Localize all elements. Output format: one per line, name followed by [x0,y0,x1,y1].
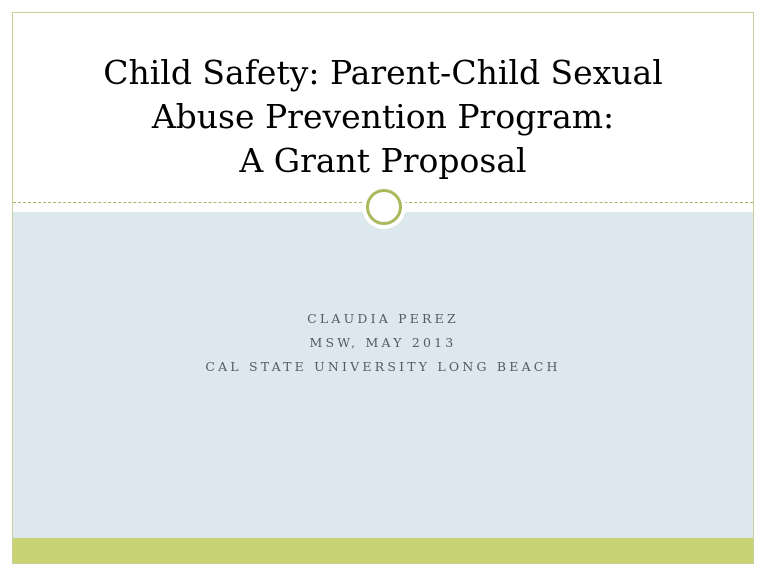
author-name: CLAUDIA PEREZ [307,311,459,326]
slide-subtitle [13,307,753,379]
degree-date: MSW, MAY 2013 [309,335,457,350]
ring-icon [362,185,406,229]
title-line-1: Child Safety: Parent-Child Sexual [103,53,663,92]
bottom-accent-bar [13,538,753,564]
university-name: CAL STATE UNIVERSITY LONG BEACH [205,359,561,374]
title-area [13,13,753,203]
title-line-2: Abuse Prevention Program: [151,97,615,136]
title-line-3: A Grant Proposal [239,141,527,180]
ring-inner [366,189,402,225]
slide-title [13,51,753,183]
slide-frame [12,12,754,564]
